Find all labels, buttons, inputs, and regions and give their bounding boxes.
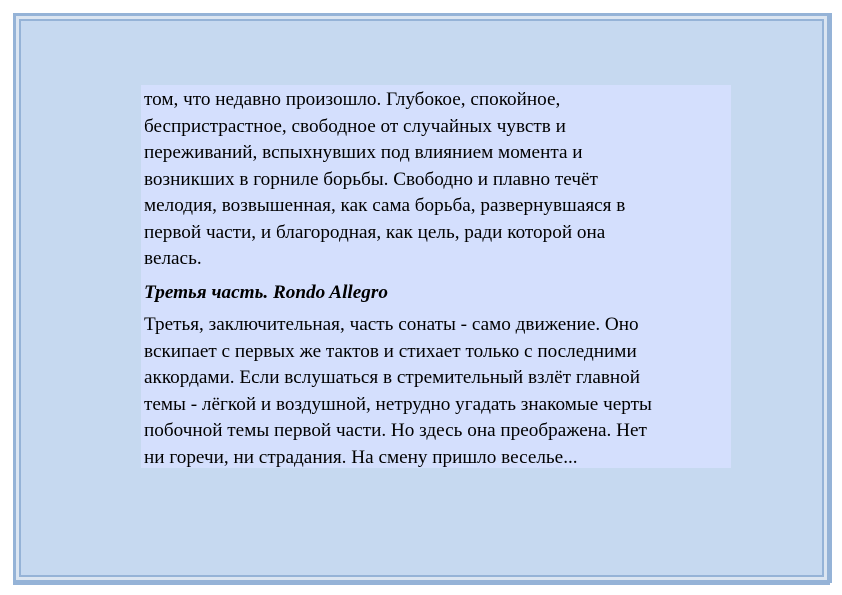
paragraph-third-movement: Третья, заключительная, часть сонаты - само движение. Оно вскипает с первых же тактов и стихает только с последними аккордами. Если вслушаться в стремительный взлёт главной темы - лёгкой и воздушной, нетрудно угадать знакомые черты побочной темы первой части. Но здесь она преображена. Нет ни горечи, ни страдания. На смену пришло веселье... <box>144 314 652 468</box>
text-box <box>141 85 731 468</box>
section-heading-third-movement: Третья часть. Rondo Allegro <box>144 281 388 303</box>
frame-shadow-right <box>829 13 832 583</box>
paragraph-second-movement-end: том, что недавно произошло. Глубокое, спокойное, беспристрастное, свободное от случайных чувств и переживаний, вспыхнувших под влиянием момента и возникших в горниле борьбы. Свободно и плавно течёт мелодия, возвышенная, как сама борьба, развернувшаяся в первой части, и благородная, как цель, ради которой она велась. <box>144 89 626 269</box>
frame-shadow-bottom <box>13 582 830 585</box>
